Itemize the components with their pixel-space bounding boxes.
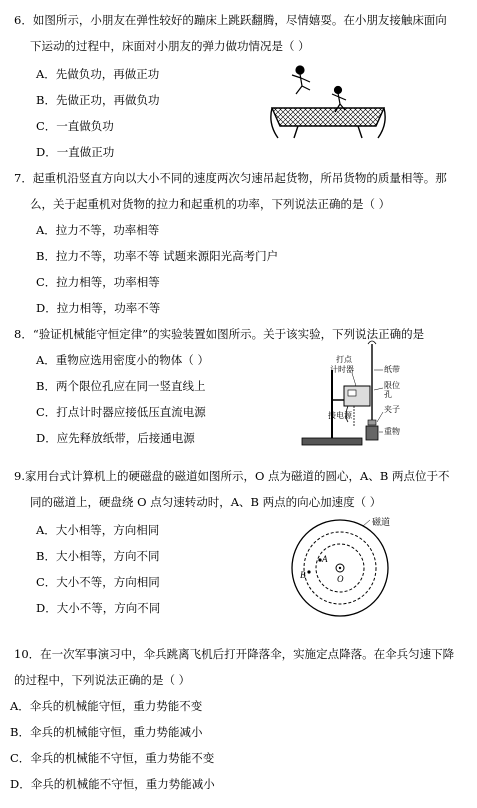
q9-option-a[interactable]: A．大小相等，方向相同 [36, 523, 160, 537]
q8-option-a[interactable]: A．重物应选用密度小的物体（ ） [36, 353, 209, 367]
q8-option-d[interactable]: D．应先释放纸带，后接通电源 [36, 431, 195, 445]
label-clamp: 夹子 [384, 405, 400, 414]
label-timer-2: 计时器 [330, 365, 354, 374]
q6-stem-line2: 下运动的过程中，床面对小朋友的弹力做功情况是（ ） [30, 39, 310, 53]
q6-option-d[interactable]: D．一直做正功 [36, 145, 115, 159]
q8-option-c[interactable]: C．打点计时器应接低压直流电源 [36, 405, 206, 419]
q8-option-b[interactable]: B．两个限位孔应在同一竖直线上 [36, 379, 206, 393]
q10-option-b[interactable]: B．伞兵的机械能守恒，重力势能减小 [10, 725, 203, 739]
q6-option-c[interactable]: C．一直做负功 [36, 119, 114, 133]
q9-option-d[interactable]: D．大小不等，方向不同 [36, 601, 161, 615]
q8-stem: 8．“验证机械能守恒定律”的实验装置如图所示。关于该实验，下列说法正确的是 [14, 327, 425, 341]
q10-option-d[interactable]: D．伞兵的机械能不守恒，重力势能减小 [10, 777, 215, 791]
label-track: 磁道 [372, 517, 391, 527]
clamp-icon [368, 420, 376, 425]
q7-option-b[interactable]: B．拉力不等，功率不等 试题来源阳光高考门户 [36, 249, 279, 263]
q7-option-a[interactable]: A．拉力不等，功率相等 [36, 223, 160, 237]
q6-option-b[interactable]: B．先做正功，再做负功 [36, 93, 160, 107]
q9-stem-line2: 同的磁道上，硬盘绕 O 点匀速转动时，A、B 两点的向心加速度（ ） [30, 495, 382, 509]
q9-option-b[interactable]: B．大小相等，方向不同 [36, 549, 160, 563]
free-fall-apparatus-figure [300, 340, 410, 448]
q10-stem-line1: 10．在一次军事演习中，伞兵跳离飞机后打开降落伞，实施定点降落。在伞兵匀速下降 [14, 647, 455, 661]
q6-option-a[interactable]: A．先做负功，再做正功 [36, 67, 160, 81]
label-power: 接电源 [328, 411, 352, 420]
q10-stem-line2: 的过程中，下列说法正确的是（ ） [14, 673, 191, 687]
label-a: A [322, 554, 328, 564]
label-weight: 重物 [384, 427, 400, 436]
label-hole-1: 限位 [384, 381, 400, 390]
q6-stem-line1: 6．如图所示，小朋友在弹性较好的蹦床上跳跃翻腾，尽情嬉耍。在小朋友接触床面向 [14, 13, 447, 27]
trampoline-bed-icon [272, 108, 384, 126]
stand-base-icon [302, 438, 362, 445]
q10-option-c[interactable]: C．伞兵的机械能不守恒，重力势能不变 [10, 751, 215, 765]
label-o: O [337, 574, 344, 584]
q7-option-c[interactable]: C．拉力相等，功率相等 [36, 275, 160, 289]
q10-option-a[interactable]: A．伞兵的机械能守恒，重力势能不变 [10, 699, 203, 713]
label-b: B [300, 570, 306, 580]
point-b-icon [307, 570, 310, 573]
hard-disk-track-figure [288, 516, 392, 620]
q7-stem-line2: 么，关于起重机对货物的拉力和起重机的功率，下列说法正确的是（ ） [30, 197, 391, 211]
q7-stem-line1: 7．起重机沿竖直方向以大小不同的速度两次匀速吊起货物，所吊货物的质量相等。那 [14, 171, 447, 185]
q9-stem-line1: 9.家用台式计算机上的硬磁盘的磁道如图所示，O 点为磁道的圆心，A、B 两点位于不 [14, 469, 450, 483]
label-timer-1: 打点 [336, 355, 352, 364]
label-tape: 纸带 [384, 365, 400, 374]
trampoline-figure [268, 62, 388, 140]
label-hole-2: 孔 [384, 390, 392, 399]
weight-icon [366, 426, 378, 440]
child-jumping-icon [292, 66, 310, 94]
q9-option-c[interactable]: C．大小不等，方向相同 [36, 575, 160, 589]
q7-option-d[interactable]: D．拉力相等，功率不等 [36, 301, 161, 315]
